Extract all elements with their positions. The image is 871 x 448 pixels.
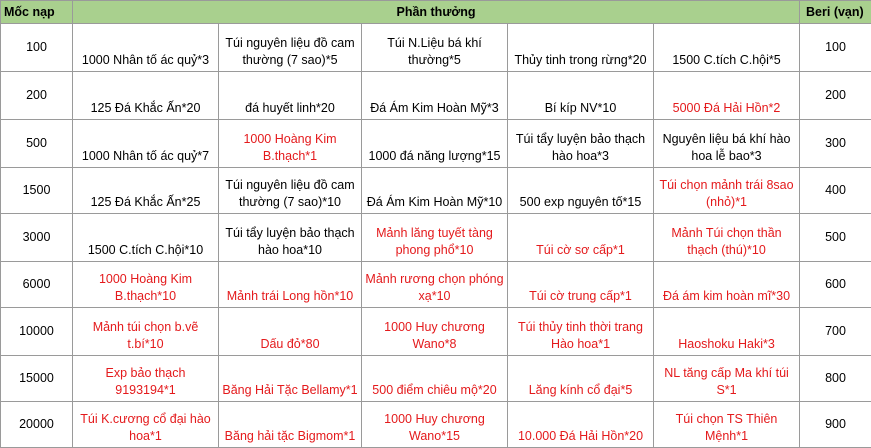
reward-cell: Túi chọn TS Thiên Mệnh*1: [654, 402, 800, 448]
reward-cell: Túi thủy tinh thời trang Hào hoa*1: [508, 308, 654, 356]
reward-cell: Mảnh Túi chọn thần thạch (thú)*10: [654, 214, 800, 262]
reward-cell: 1000 Nhân tố ác quỷ*3: [73, 24, 219, 72]
reward-cell: Túi cờ sơ cấp*1: [508, 214, 654, 262]
milestone-cell: 15000: [1, 356, 73, 402]
header-phan-thuong: Phần thưởng: [73, 1, 800, 24]
beri-cell: 900: [800, 402, 871, 448]
reward-cell: Dấu đỏ*80: [219, 308, 362, 356]
reward-cell: 1000 đá năng lượng*15: [362, 120, 508, 168]
table-row: [1, 72, 871, 120]
reward-cell: Haoshoku Haki*3: [654, 308, 800, 356]
reward-cell: Nguyên liệu bá khí hào hoa lễ bao*3: [654, 120, 800, 168]
reward-cell: 1500 C.tích C.hội*5: [654, 24, 800, 72]
reward-cell: Túi nguyên liệu đồ cam thường (7 sao)*10: [219, 168, 362, 214]
reward-cell: Mảnh lăng tuyết tàng phong phổ*10: [362, 214, 508, 262]
reward-cell: Bí kíp NV*10: [508, 72, 654, 120]
milestone-cell: 1500: [1, 168, 73, 214]
reward-cell: Mảnh rương chọn phóng xạ*10: [362, 262, 508, 308]
reward-cell: Túi nguyên liệu đồ cam thường (7 sao)*5: [219, 24, 362, 72]
reward-cell: NL tăng cấp Ma khí túi S*1: [654, 356, 800, 402]
beri-cell: 400: [800, 168, 871, 214]
reward-cell: Mảnh túi chọn b.vẽ t.bí*10: [73, 308, 219, 356]
table-row: [1, 214, 871, 262]
beri-cell: 500: [800, 214, 871, 262]
reward-cell: 1500 C.tích C.hội*10: [73, 214, 219, 262]
reward-cell: 5000 Đá Hải Hồn*2: [654, 72, 800, 120]
reward-cell: 1000 Hoàng Kim B.thạch*1: [219, 120, 362, 168]
reward-cell: Đá Ám Kim Hoàn Mỹ*10: [362, 168, 508, 214]
reward-cell: 1000 Nhân tố ác quỷ*7: [73, 120, 219, 168]
table-body: [1, 24, 871, 448]
reward-cell: Túi tẩy luyện bảo thạch hào hoa*10: [219, 214, 362, 262]
milestone-cell: 20000: [1, 402, 73, 448]
beri-cell: 200: [800, 72, 871, 120]
milestone-cell: 200: [1, 72, 73, 120]
header-row: [1, 1, 871, 24]
table-row: [1, 120, 871, 168]
beri-cell: 800: [800, 356, 871, 402]
reward-cell: Băng hải tặc Bigmom*1: [219, 402, 362, 448]
reward-cell: Đá ám kim hoàn mĩ*30: [654, 262, 800, 308]
header-moc-nap: Mốc nạp: [1, 1, 73, 24]
milestone-cell: 500: [1, 120, 73, 168]
beri-cell: 100: [800, 24, 871, 72]
reward-cell: 500 exp nguyên tố*15: [508, 168, 654, 214]
table-row: [1, 168, 871, 214]
reward-cell: Exp bảo thạch 9193194*1: [73, 356, 219, 402]
reward-cell: Thủy tinh trong rừng*20: [508, 24, 654, 72]
reward-cell: Túi tẩy luyện bảo thạch hào hoa*3: [508, 120, 654, 168]
table-row: [1, 262, 871, 308]
reward-cell: Túi N.Liệu bá khí thường*5: [362, 24, 508, 72]
reward-cell: 125 Đá Khắc Ấn*20: [73, 72, 219, 120]
reward-cell: Băng Hải Tặc Bellamy*1: [219, 356, 362, 402]
reward-cell: 1000 Huy chương Wano*8: [362, 308, 508, 356]
reward-cell: Đá Ám Kim Hoàn Mỹ*3: [362, 72, 508, 120]
table-row: [1, 308, 871, 356]
table-row: [1, 356, 871, 402]
beri-cell: 700: [800, 308, 871, 356]
reward-cell: Mảnh trái Long hồn*10: [219, 262, 362, 308]
reward-cell: 1000 Huy chương Wano*15: [362, 402, 508, 448]
reward-cell: Túi cờ trung cấp*1: [508, 262, 654, 308]
milestone-cell: 10000: [1, 308, 73, 356]
reward-cell: Lăng kính cổ đại*5: [508, 356, 654, 402]
beri-cell: 300: [800, 120, 871, 168]
milestone-cell: 100: [1, 24, 73, 72]
reward-cell: 1000 Hoàng Kim B.thạch*10: [73, 262, 219, 308]
reward-cell: Túi K.cương cổ đại hào hoa*1: [73, 402, 219, 448]
reward-cell: 125 Đá Khắc Ấn*25: [73, 168, 219, 214]
reward-cell: 500 điểm chiêu mộ*20: [362, 356, 508, 402]
table-row: [1, 24, 871, 72]
milestone-cell: 6000: [1, 262, 73, 308]
table-row: [1, 402, 871, 448]
header-beri: Beri (vạn): [800, 1, 871, 24]
reward-cell: Túi chọn mảnh trái 8sao (nhỏ)*1: [654, 168, 800, 214]
reward-cell: đá huyết linh*20: [219, 72, 362, 120]
milestone-cell: 3000: [1, 214, 73, 262]
reward-cell: 10.000 Đá Hải Hồn*20: [508, 402, 654, 448]
beri-cell: 600: [800, 262, 871, 308]
